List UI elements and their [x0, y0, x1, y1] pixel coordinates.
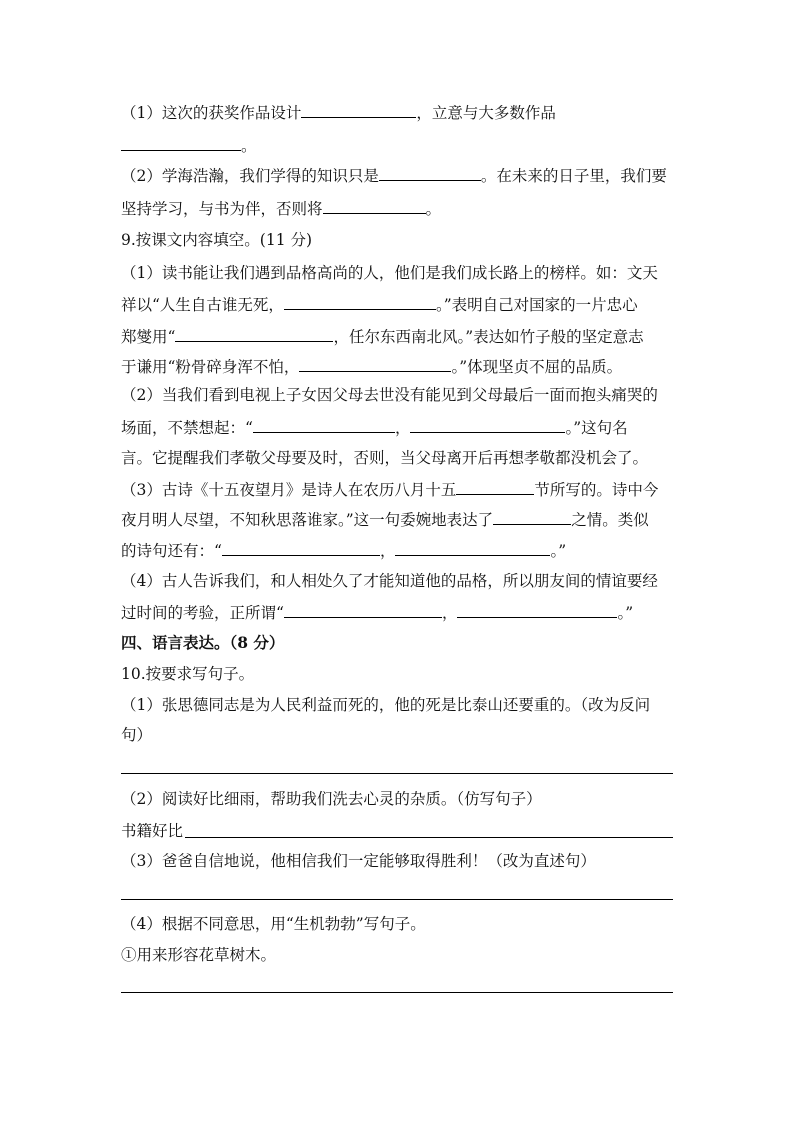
text: 。”这句名 [565, 419, 628, 437]
q9-4-line2 [121, 602, 633, 623]
text: 祥以“人生自古谁无死， [121, 296, 284, 314]
answer-blank[interactable] [456, 479, 534, 495]
section-four-title: 四、语言表达。（8 分） [121, 633, 285, 652]
answer-blank[interactable] [121, 135, 241, 151]
text: 郑燮用“ [121, 328, 176, 346]
answer-blank[interactable] [222, 540, 380, 556]
q9-3-line1 [121, 479, 658, 500]
q9-4-line1: （4）古人告诉我们，和人相处久了才能知道他的品格，所以朋友间的情谊要经 [121, 572, 658, 590]
q10-4-line2: ①用来形容花草树木。 [121, 946, 277, 964]
q8-2-line2 [121, 198, 441, 219]
q8-1-line1 [121, 102, 556, 123]
q8-1-line2 [121, 135, 257, 156]
q9-2-line3: 言。它提醒我们孝敬父母要及时，否则，当父母离开后再想孝敬都没机会了。 [121, 449, 649, 467]
text: 的诗句还有：“ [121, 542, 222, 560]
text: （1）这次的获奖作品设计 [121, 104, 302, 122]
answer-blank[interactable] [175, 326, 333, 342]
text: 坚持学习，与书为伴，否则将 [121, 200, 323, 218]
text: 。” [617, 604, 634, 622]
answer-blank[interactable] [301, 102, 416, 118]
text: 。” [550, 542, 567, 560]
q9-1-line3 [121, 326, 644, 347]
answer-blank[interactable] [493, 509, 571, 525]
q9-2-line2 [121, 417, 628, 438]
answer-blank[interactable] [395, 540, 550, 556]
text: （2）学海浩瀚，我们学得的知识只是 [121, 167, 379, 185]
text: 夜月明人尽望，不知秋思落谁家。”这一句委婉地表达了 [121, 511, 494, 529]
text: 。”表明自己对国家的一片忠心 [435, 296, 638, 314]
text: 。在未来的日子里，我们要 [480, 167, 667, 185]
answer-blank[interactable] [457, 602, 617, 618]
answer-line[interactable] [121, 899, 673, 900]
text: 场面，不禁想起：“ [121, 419, 253, 437]
answer-blank[interactable] [299, 356, 451, 372]
q9-1-line2 [121, 294, 638, 315]
answer-line[interactable] [121, 773, 673, 774]
answer-blank[interactable] [323, 198, 426, 214]
q9-3-line3 [121, 540, 566, 561]
q10-2-line1: （2）阅读好比细雨，帮助我们洗去心灵的杂质。（仿写句子） [121, 790, 542, 808]
q9-1-line1: （1）读书能让我们遇到品格高尚的人，他们是我们成长路上的榜样。如：文天 [121, 264, 658, 282]
text: 。 [425, 200, 442, 218]
q10-3-line1: （3）爸爸自信地说，他相信我们一定能够取得胜利！（改为直述句） [121, 852, 596, 870]
q9-title: 9.按课文内容填空。(11 分) [121, 231, 313, 249]
answer-line[interactable] [185, 837, 673, 838]
text: 。 [241, 137, 257, 155]
q9-1-line4 [121, 356, 622, 377]
text: 节所写的。诗中今 [534, 481, 659, 499]
answer-line[interactable] [121, 992, 673, 993]
answer-blank[interactable] [379, 165, 481, 181]
q9-2-line1: （2）当我们看到电视上子女因父母去世没有能见到父母最后一面而抱头痛哭的 [121, 386, 658, 404]
text: 。”体现坚贞不屈的品质。 [451, 358, 623, 376]
q10-1-line1: （1）张思德同志是为人民利益而死的，他的死是比泰山还要重的。（改为反问 [121, 696, 651, 714]
text: ， [441, 604, 458, 622]
q10-title: 10.按要求写句子。 [121, 665, 255, 683]
answer-blank[interactable] [410, 417, 565, 433]
q10-1-line2: 句） [121, 726, 153, 744]
text: 过时间的考验，正所谓“ [121, 604, 284, 622]
text: 于谦用“粉骨碎身浑不怕， [121, 358, 300, 376]
answer-blank[interactable] [284, 294, 436, 310]
text: ， [394, 419, 411, 437]
q10-4-line1: （4）根据不同意思，用“生机勃勃”写句子。 [121, 915, 426, 933]
text: ，任尔东西南北风。”表达如竹子般的坚定意志 [333, 328, 644, 346]
answer-blank[interactable] [284, 602, 442, 618]
q8-2-line1 [121, 165, 667, 186]
text: ，立意与大多数作品 [416, 104, 556, 122]
answer-blank[interactable] [253, 417, 395, 433]
q9-3-line2 [121, 509, 649, 530]
q10-2-line2: 书籍好比 [121, 822, 184, 840]
text: ， [379, 542, 396, 560]
text: 之情。类似 [571, 511, 649, 529]
text: （3）古诗《十五夜望月》是诗人在农历八月十五 [121, 481, 457, 499]
